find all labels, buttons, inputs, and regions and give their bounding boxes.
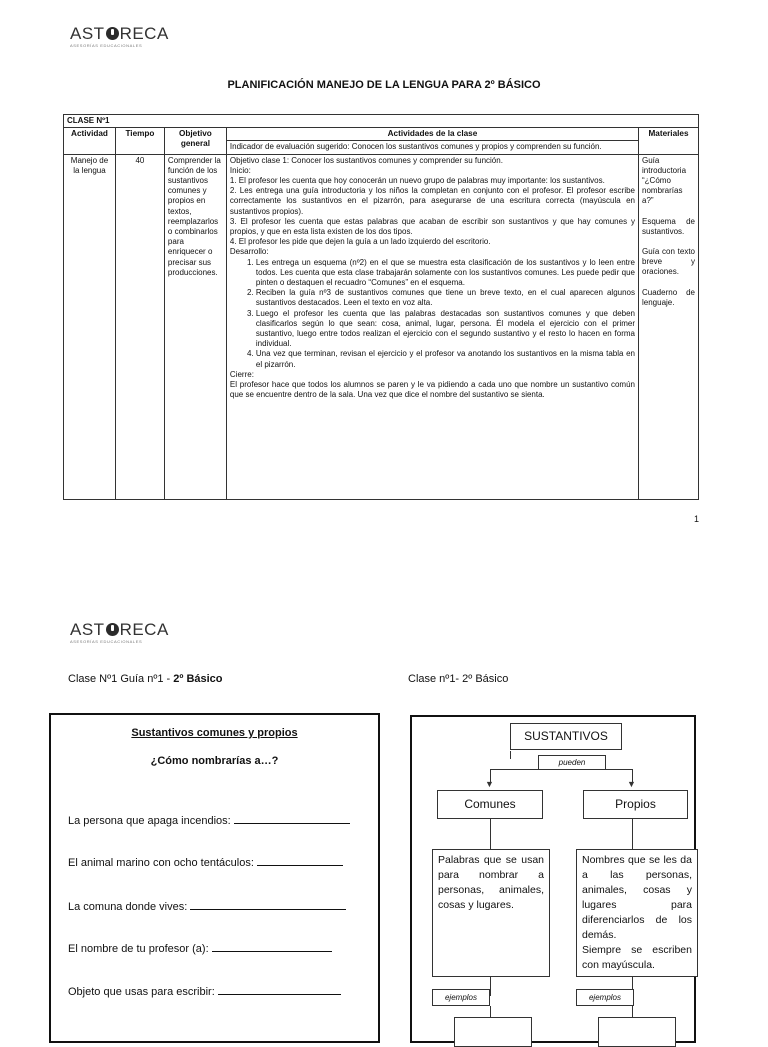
example-box-left — [454, 1017, 532, 1047]
guide-box — [49, 713, 380, 1043]
inicio-4: 4. El profesor les pide que dejen la guía a un lado izquierdo del escritorio. — [229, 237, 491, 247]
cierre-text: El profesor hace que todos los alumnos se paren y le va pidiendo a cada uno que nombre un sustantivo común que se encuentre dentro de la sala. Una vez que dice el nombre del sustantivo se sienta. — [229, 380, 635, 400]
desarrollo-label: Desarrollo: — [229, 247, 269, 257]
col-tiempo: Tiempo — [115, 128, 164, 154]
desarrollo-list — [230, 258, 635, 370]
answer-blank-4[interactable] — [212, 941, 332, 952]
material-1: Guía introductoria “¿Cómo nombrarías a?” — [642, 155, 687, 206]
guide-subtitle: ¿Cómo nombrarías a…? — [150, 755, 279, 767]
planning-table — [63, 114, 699, 500]
desarrollo-1: 1. Les entrega un esquema (nº2) en el que se muestra esta clasificación de los sustantivos y lo leen entre todos. Les cuenta que esta clase trabajarán solamente con los sustantivos comunes. Les puede pedir que pinten o destaquen el recuadro “Comunes” en el esquema. — [256, 258, 635, 289]
inicio-3: 3. El profesor les cuenta que estas palabras que acaban de escribir son sustantivos y que hay comunes y propios, y que en esta lista existen de los dos tipos. — [229, 216, 635, 237]
page-title: PLANIFICACIÓN MANEJO DE LA LENGUA PARA 2º BÁSICO — [227, 79, 541, 91]
indicador: Indicador de evaluación sugerido: Conocen los sustantivos comunes y propios y comprenden su función. — [226, 141, 638, 154]
label-pueden: pueden — [538, 755, 606, 770]
inicio-label: Inicio: — [229, 165, 251, 175]
col-actividad: Actividad — [64, 128, 116, 154]
def-comunes: Palabras que se usan para nombrar a personas, animales, cosas y lugares. — [432, 849, 550, 977]
question-1: La persona que apaga incendios: — [68, 813, 350, 827]
material-4: Cuaderno de lenguaje. — [642, 287, 695, 307]
label-ejemplos-right: ejemplos — [576, 989, 634, 1006]
guide-title: Sustantivos comunes y propios — [131, 727, 298, 739]
question-3: La comuna donde vives: — [68, 899, 346, 913]
arrow-left-icon: ▼ — [485, 779, 494, 789]
cell-materiales — [639, 154, 699, 499]
def-propios: Nombres que se les da a las personas, animales, cosas y lugares para diferenciarlos de los demás. Siempre se escriben con mayúscula. — [576, 849, 698, 977]
objetivo-clase: Objetivo clase 1: Conocer los sustantivos comunes y comprender su función. — [229, 155, 503, 165]
node-comunes: Comunes — [437, 790, 543, 819]
question-2: El animal marino con ocho tentáculos: — [68, 855, 343, 869]
label-ejemplos-left: ejemplos — [432, 989, 490, 1006]
material-2: Esquema de sustantivos. — [642, 216, 695, 236]
col-actividades: Actividades de la clase — [226, 128, 638, 141]
answer-blank-1[interactable] — [234, 813, 350, 824]
col-materiales: Materiales — [639, 128, 699, 154]
astoreca-logo-2: AST RECA ASESORÍAS EDUCACIONALES — [70, 620, 169, 644]
inicio-1: 1. El profesor les cuenta que hoy conocerán un nuevo grupo de palabras muy importante: los sustantivos. — [229, 176, 605, 186]
col-objetivo: Objetivo general — [164, 128, 226, 154]
question-5: Objeto que usas para escribir: — [68, 984, 341, 998]
cell-actividad: Manejo de la lengua — [64, 154, 116, 499]
diagram-box — [410, 715, 696, 1043]
material-3: Guía con texto breve y oraciones. — [642, 247, 695, 277]
node-propios: Propios — [583, 790, 688, 819]
diagram-heading: Clase nº1- 2º Básico — [408, 673, 509, 685]
page-number: 1 — [694, 514, 700, 524]
question-4: El nombre de tu profesor (a): — [68, 941, 332, 955]
cierre-label: Cierre: — [229, 369, 254, 379]
cell-tiempo: 40 — [115, 154, 164, 499]
cell-objetivo: Comprender la función de los sustantivos comunes y propios en textos, reemplazarlos o combinarlos para enriquecer o precisar sus producciones. — [164, 154, 226, 499]
clase-label: CLASE Nº1 — [64, 115, 699, 128]
example-box-right — [598, 1017, 676, 1047]
answer-blank-2[interactable] — [257, 855, 343, 866]
inicio-2: 2. Les entrega una guía introductoria y los niños la completan en conjunto con el profesor. El profesor escribe correctamente los sustantivos en el pizarrón, para asegurarse de una escritura correcta (mayúscula en sustantivos propios). — [229, 186, 635, 216]
desarrollo-2: 2. Reciben la guía nº3 de sustantivos comunes que tiene un breve texto, en el cual aparecen algunos sustantivos destacados. Leen el texto en voz alta. — [256, 288, 635, 308]
guide-heading: Clase Nº1 Guía nº1 - 2º Básico — [68, 673, 223, 685]
logo-o-icon — [106, 623, 119, 636]
answer-blank-3[interactable] — [190, 899, 346, 910]
answer-blank-5[interactable] — [218, 984, 341, 995]
cell-actividades — [226, 154, 638, 499]
logo-o-icon — [106, 27, 119, 40]
desarrollo-3: 3. Luego el profesor les cuenta que las palabras destacadas son sustantivos comunes y que deben clasificarlos según lo que sean: cosa, animal, lugar, persona. Él modela el ejercicio con el primer sustantivo, luego entre todos realizan el ejercicio con el segundo sustantivo y el resto lo hacen en forma individual. — [256, 309, 635, 350]
desarrollo-4: 4. Una vez que terminan, revisan el ejercicio y el profesor va anotando los sustantivos en la misma tabla en el pizarrón. — [256, 349, 635, 369]
arrow-right-icon: ▼ — [627, 779, 636, 789]
astoreca-logo: AST RECA ASESORÍAS EDUCACIONALES — [70, 24, 169, 48]
node-sustantivos: SUSTANTIVOS — [510, 723, 622, 750]
